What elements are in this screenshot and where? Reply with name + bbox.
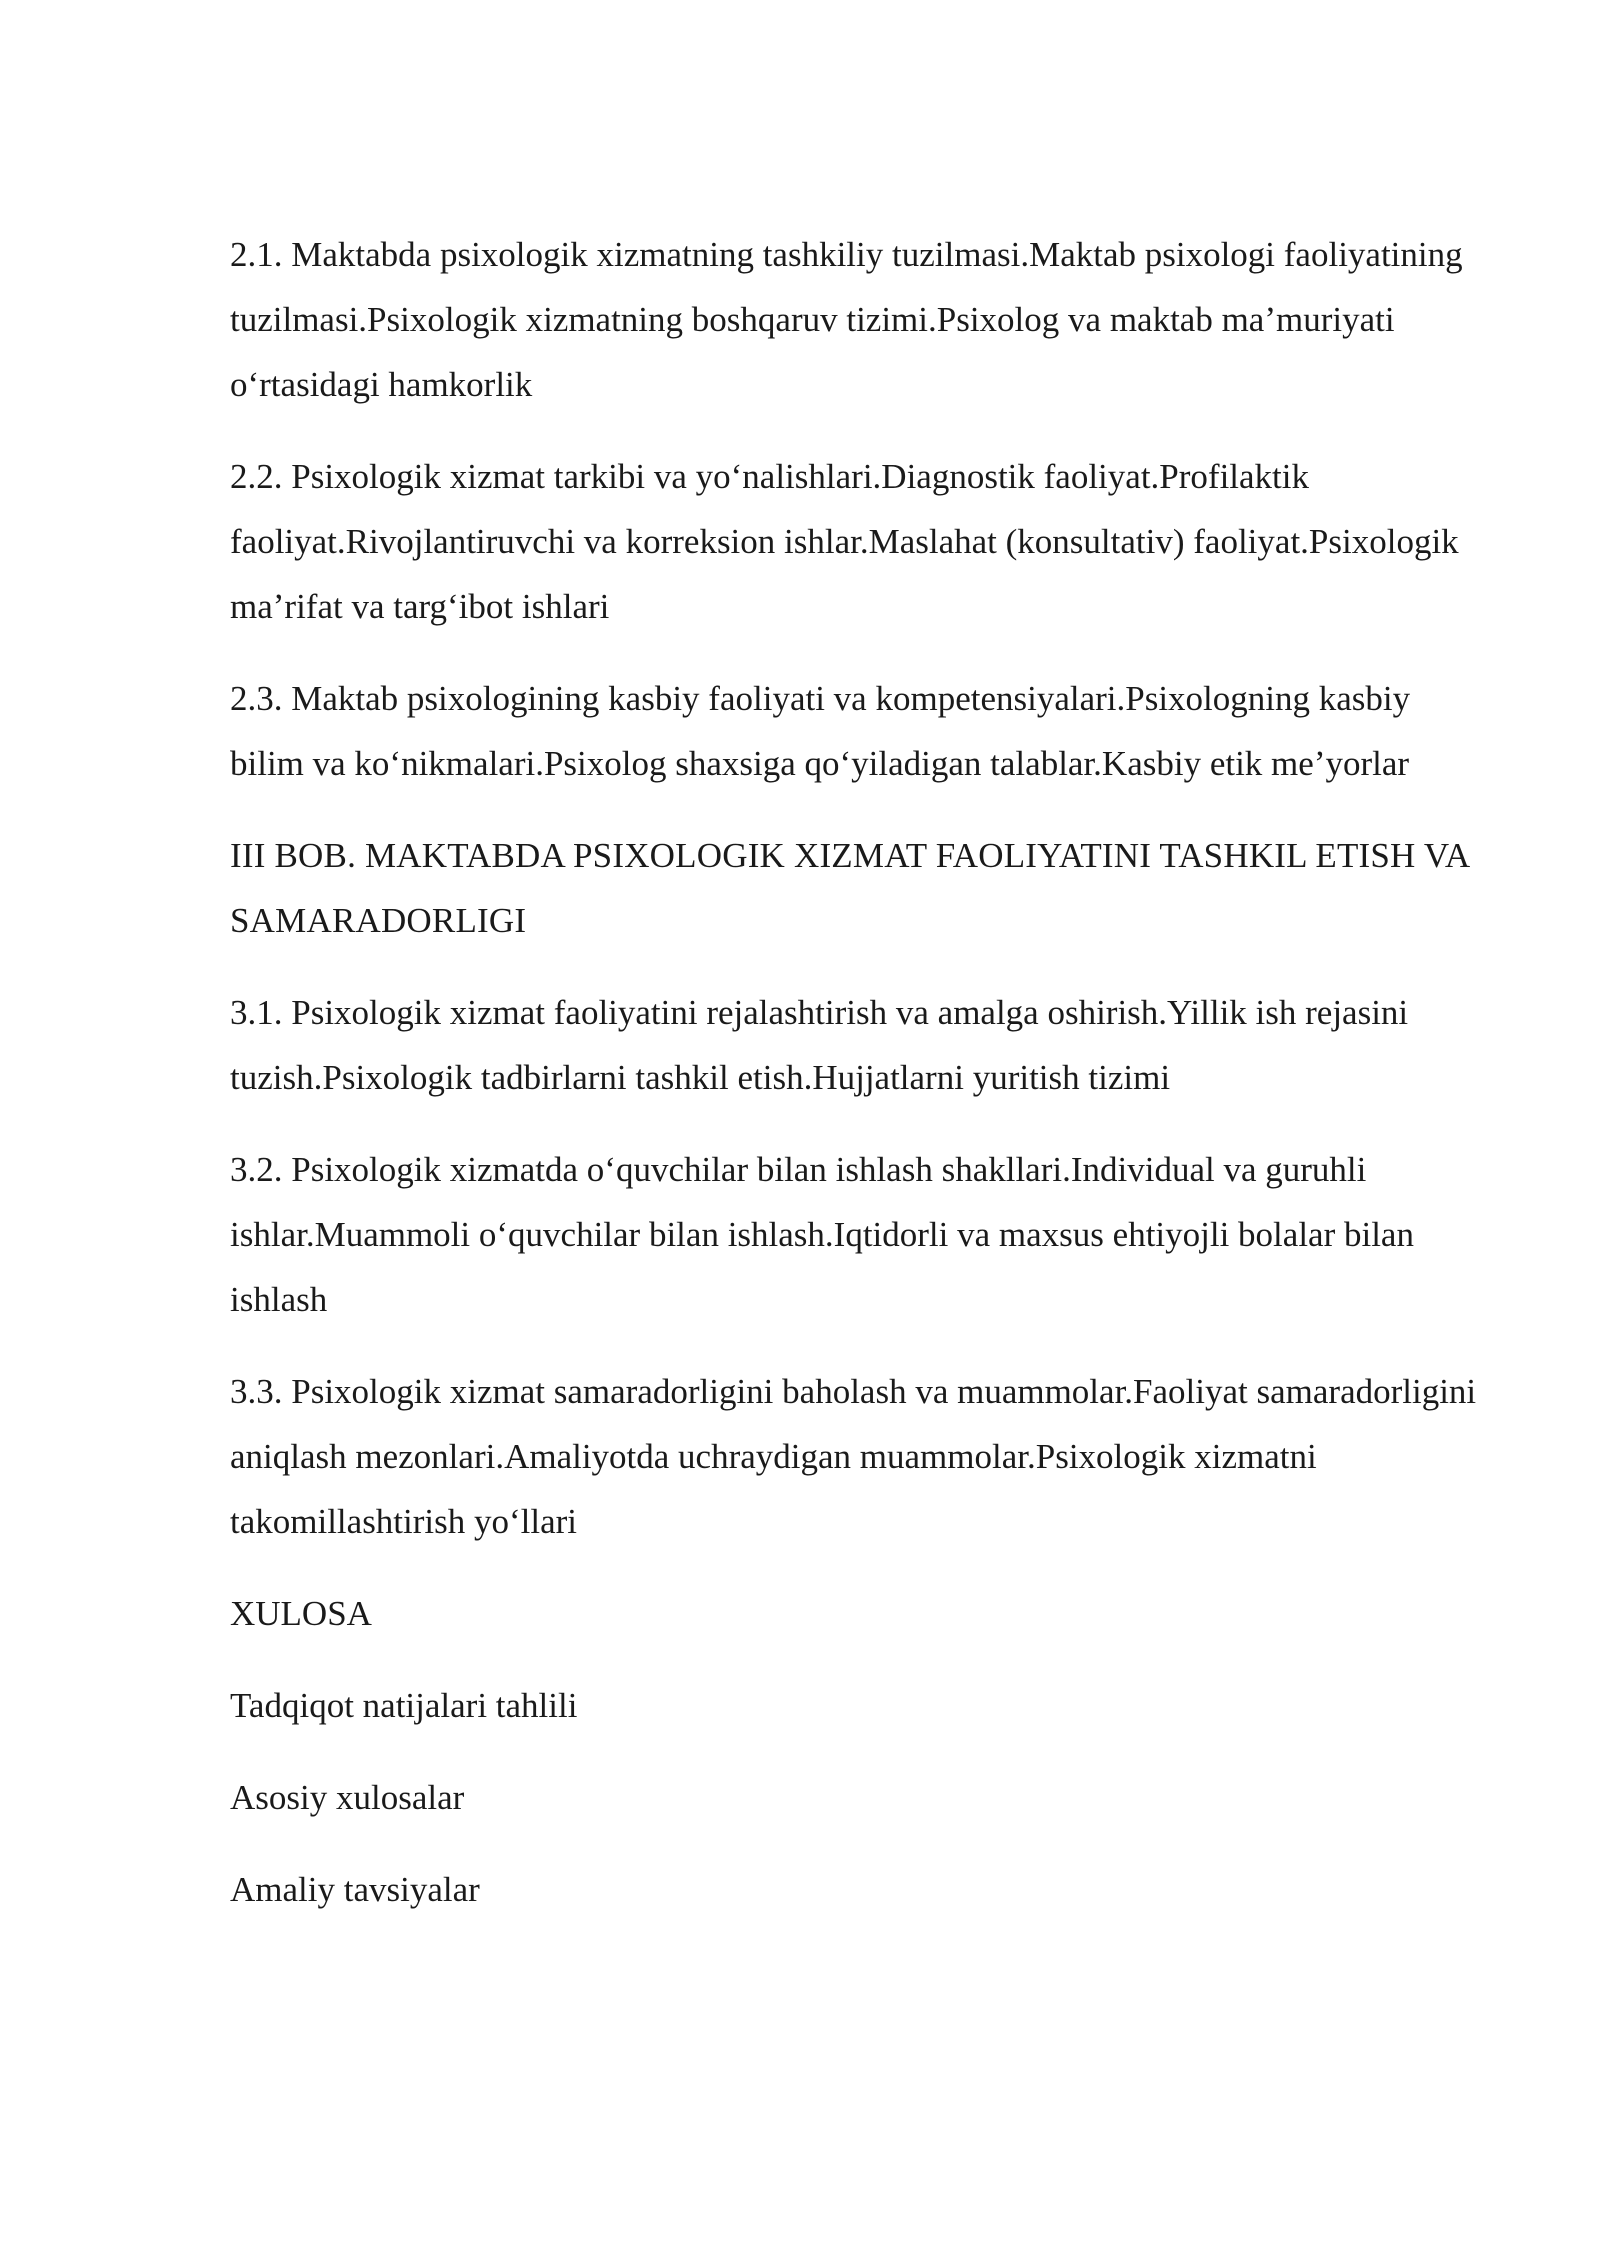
section-3-1: 3.1. Psixologik xizmat faoliyatini rejalashtirish va amalga oshirish.Yillik ish rejasini tuzish.Psixologik tadbirlarni tashkil etish.Hujjatlarni yuritish tizimi [230,993,1409,1097]
document-body [230,222,1480,1949]
chapter-3-heading: III BOB. MAKTABDA PSIXOLOGIK XIZMAT FAOLIYATINI TASHKIL ETISH VA SAMARADORLIGI [230,836,1469,940]
section-2-1: 2.1. Maktabda psixologik xizmatning tashkiliy tuzilmasi.Maktab psixologi faoliyatining tuzilmasi.Psixologik xizmatning boshqaruv tizimi.Psixolog va maktab maʼmuriyati oʻrtasidagi hamkorlik [230,235,1463,404]
conclusion-heading: XULOSA [230,1594,372,1633]
section-3-2: 3.2. Psixologik xizmatda oʻquvchilar bilan ishlash shakllari.Individual va guruhli ishlar.Muammoli oʻquvchilar bilan ishlash.Iqtidorli va maxsus ehtiyojli bolalar bilan ishlash [230,1150,1414,1319]
conclusion-item-recommendations: Amaliy tavsiyalar [230,1870,480,1909]
section-3-3: 3.3. Psixologik xizmat samaradorligini baholash va muammolar.Faoliyat samaradorligini aniqlash mezonlari.Amaliyotda uchraydigan muammolar.Psixologik xizmatni takomillashtirish yoʻllari [230,1372,1477,1541]
section-2-2: 2.2. Psixologik xizmat tarkibi va yoʻnalishlari.Diagnostik faoliyat.Profilaktik faoliyat.Rivojlantiruvchi va korreksion ishlar.Maslahat (konsultativ) faoliyat.Psixologik maʼrifat va targʻibot ishlari [230,457,1459,626]
conclusion-item-analysis: Tadqiqot natijalari tahlili [230,1686,578,1725]
section-2-3: 2.3. Maktab psixologining kasbiy faoliyati va kompetensiyalari.Psixologning kasbiy bilim va koʻnikmalari.Psixolog shaxsiga qoʻyiladigan talablar.Kasbiy etik meʼyorlar [230,679,1411,783]
conclusion-item-main: Asosiy xulosalar [230,1778,465,1817]
